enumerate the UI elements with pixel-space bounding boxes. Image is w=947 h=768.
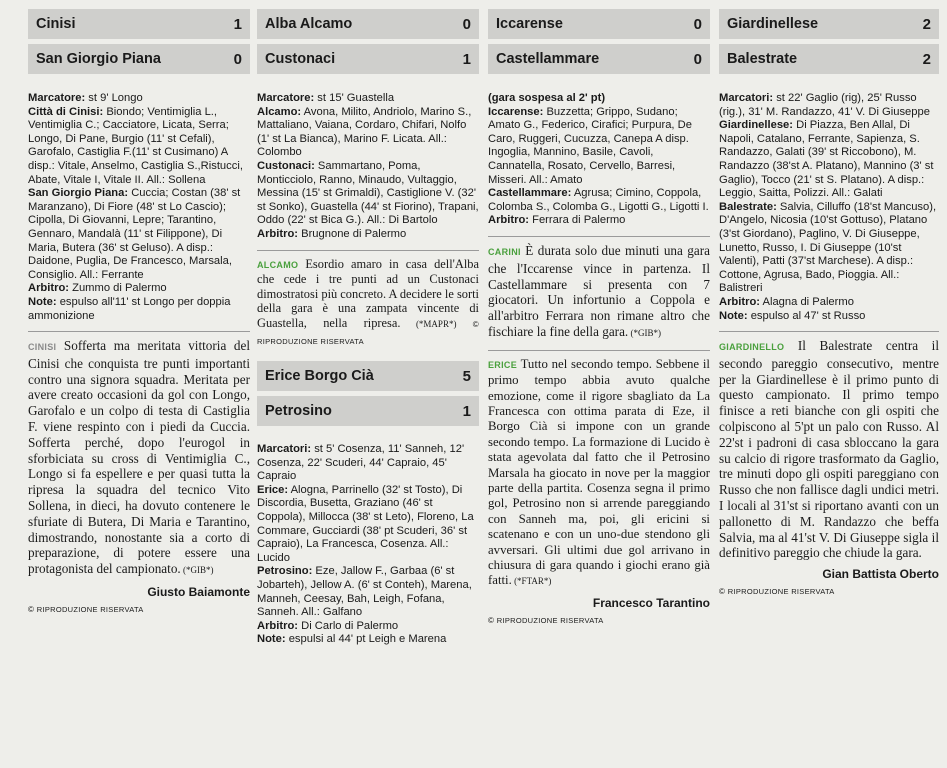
card-line: Note: espulsi al 44' pt Leigh e Marena bbox=[257, 633, 447, 646]
card-line: Alcamo: Avona, Milito, Andriolo, Marino S., Mattaliano, Vaiana, Cordaro, Chifari, Nolfo (1' st La Bianca), Marino F. Licata. All.: Colombo bbox=[257, 105, 472, 159]
team-row-home bbox=[719, 9, 939, 39]
card-line: Marcatore: st 9' Longo bbox=[28, 92, 143, 104]
kicker: CINISI bbox=[28, 342, 57, 353]
card-line: Custonaci: Sammartano, Poma, Monticciolo, Ranno, Minaudo, Vultaggio, Messina (15' st Grimaldi), Castiglione V. (32' st Sonko), Guastella (44' st Fiorino), Trapani, Oddo (22' st Bica G.). All.: Di Bartolo bbox=[257, 159, 479, 227]
card-line: Marcatori: st 5' Cosenza, 11' Sanneh, 12' Cosenza, 22' Scuderi, 44' Capraio, 45' Capraio bbox=[257, 443, 465, 483]
card-line: Petrosino: Eze, Jallow F., Garbaa (6' st Jobarteh), Jellow A. (6' st Conteh), Marena, Manneh, Ceesay, Bah, Leigh, Fofana, Sanneh. All.: Galfano bbox=[257, 565, 472, 619]
team-score: 2 bbox=[922, 50, 931, 68]
match-comment: GIARDINELLO Il Balestrate centra il secondo pareggio consecutivo, mentre per la Giardinellese è il primo punto di questo campionato. Il primo tempo finisce a reti bianche con gli ospiti che colpiscono al 5'pt un palo con Russo. Al 22'st i padroni di casa sbloccano la gara su calcio di rigore trasformato da Gaglio, tre minuti dopo gli ospiti pareggiano con Russo che non fallisce dagli undici metri. I locali al 31'st si riportano avanti con un pallonetto di M. Randazzo che beffa Salvia, ma al 41'st V. Di Giuseppe sigla il definitivo pareggio che chiude la gara. bbox=[719, 338, 939, 561]
match-comment: ERICE Tutto nel secondo tempo. Sebbene il primo tempo abbia avuto qualche emozione, come il rigore sbagliato da La Francesca con ottima parata di Eze, il Borgo Cià si impone con un grande secondo tempo. La formazione di Lucido è stata agevolata dal fatto che il Petrosino Marsala ha giocato in nove per la maggior parte della partita. Cosenza segna il primo gol, Petrosino non si arrende pareggiando con Sanneh ma, poi, gli ericini si scatenano e con un uno-due stendono gli avversari. Gli ultimi due gol arrivano in chiusura di gara quando i giochi erano già fatti. (*FTAR*) bbox=[488, 356, 710, 588]
card-line: Arbitro: Zummo di Palermo bbox=[28, 282, 167, 295]
card-line: Arbitro: Alagna di Palermo bbox=[719, 295, 854, 308]
match-comment: ALCAMO Esordio amaro in casa dell'Alba che cede i tre punti ad un Custonaci dimostratosi più concreto. A decidere le sorti della gara è una zampata vincente di Guastella, nella ripresa. (*MAPR*) © RIPRODUZIONE RISERVATA bbox=[257, 256, 479, 346]
match-note: (gara sospesa al 2' pt) bbox=[488, 92, 606, 104]
kicker: ALCAMO bbox=[257, 259, 299, 270]
card-line: Città di Cinisi: Biondo; Ventimiglia L., Ventimiglia C.; Cacciatore, Licata, Serra; Longo, Di Pane, Burgio (11' st Cefali), Garofalo, Castiglia F.(11' st Cusimano) A disp.: Vitale, Anselmo, Castiglia S.,Ristucci, Abate, Vitale I, Vitale II. All.: Sollena bbox=[28, 105, 243, 186]
team-name: Alba Alcamo bbox=[265, 16, 353, 32]
team-row-home bbox=[488, 9, 710, 39]
card-line: Balestrate: Salvia, Cilluffo (18'st Mancuso), D'Angelo, Nicosia (10'st Gottuso), Platano (3'st Giordano), Paglino, V. Di Giuseppe, Lunetto, Russo, I. Di Giuseppe (10'st Valenti), Patti (37'st Marchese). A disp.: Cottone, Agrusa, Bado, Pioggia. All.: Balistreri bbox=[719, 200, 937, 295]
team-row-away bbox=[488, 44, 710, 74]
team-name: Iccarense bbox=[496, 16, 563, 32]
team-score: 2 bbox=[922, 15, 931, 33]
match-card bbox=[28, 92, 250, 323]
team-row-home bbox=[257, 9, 479, 39]
match-column-alcamo bbox=[257, 0, 479, 768]
card-line: Iccarense: Buzzetta; Grippo, Sudano; Amato G., Federico, Cirafici; Purpura, De Caro, Ruggeri, Cucuzza, Canepa A disp. Ingoglia, Mannino, Basile, Cavoli, Cannatella, Rosato, Cervello, Barresi, Misseri. All.: Amato bbox=[488, 105, 692, 186]
team-score: 0 bbox=[693, 15, 702, 33]
team-name: Castellammare bbox=[496, 51, 600, 67]
team-score: 0 bbox=[233, 50, 242, 68]
author: Giusto Baiamonte bbox=[147, 585, 250, 600]
card-line: Arbitro: Brugnone di Palermo bbox=[257, 227, 407, 240]
team-name: San Giorgio Piana bbox=[36, 51, 161, 67]
card-line: Note: espulso all'11' st Longo per doppia ammonizione bbox=[28, 295, 231, 322]
team-score: 1 bbox=[233, 15, 242, 33]
author: Gian Battista Oberto bbox=[822, 567, 939, 582]
card-line: Note: espulso al 47' st Russo bbox=[719, 309, 866, 322]
team-name: Custonaci bbox=[265, 51, 336, 67]
team-name: Cinisi bbox=[36, 16, 76, 32]
match-comment: CARINI È durata solo due minuti una gara che l'Iccarense vince in partenza. Il Castellammare si presenta con 7 giocatori. Un infortunio a Coppola e all'arbitro Ferrara non rimane altro che fischiare la fine della gara. (*GIB*) bbox=[488, 242, 710, 339]
card-line: Erice: Alogna, Parrinello (32' st Tosto), Di Discordia, Busetta, Graziano (46' st Coppola), Millocca (38' st Leto), Floreno, La Commare, Gucciardi (38' pt Scuderi, 36' st Capraio), La Francesca, Cosenza. All.: Lucido bbox=[257, 483, 474, 564]
team-score: 5 bbox=[462, 367, 471, 385]
match-card bbox=[257, 92, 479, 242]
card-line: Marcatori: st 22' Gaglio (rig), 25' Russo (rig.), 31' M. Randazzo, 41' V. Di Giuseppe bbox=[719, 92, 930, 118]
team-row-home bbox=[28, 9, 250, 39]
match-column-iccarense bbox=[488, 0, 710, 768]
team-score: 0 bbox=[462, 15, 471, 33]
match-card bbox=[719, 92, 939, 323]
divider bbox=[488, 350, 710, 351]
divider bbox=[719, 331, 939, 332]
kicker: ERICE bbox=[488, 359, 518, 370]
card-line: Arbitro: Di Carlo di Palermo bbox=[257, 619, 399, 632]
author: Francesco Tarantino bbox=[592, 595, 710, 610]
divider bbox=[257, 250, 479, 251]
team-name: Balestrate bbox=[727, 51, 798, 67]
team-name: Giardinellese bbox=[727, 16, 819, 32]
match-card bbox=[488, 92, 710, 228]
copyright: © RIPRODUZIONE RISERVATA bbox=[488, 615, 604, 625]
team-name: Erice Borgo Cià bbox=[265, 368, 374, 385]
card-line: Marcatore: st 15' Guastella bbox=[257, 92, 395, 104]
team-row-away bbox=[719, 44, 939, 74]
card-line: Castellammare: Agrusa; Cimino, Coppola, Colomba S., Colomba G., Ligotti G., Ligotti I. bbox=[488, 187, 709, 213]
card-line: San Giorgio Piana: Cuccia; Costan (38' st Maranzano), Di Fiore (48' st Lo Cascio); Cipolla, Di Giovanni, Lepre; Tarantino, Gennaro, Mandalà (11' st Filippone), Di Maria, Butera (36' st Geluso). A disp.: Daidone, Puglia, De Francesco, Marsala, Consiglio. All.: Ferrante bbox=[28, 187, 241, 281]
match-card bbox=[257, 443, 479, 647]
team-score: 1 bbox=[462, 402, 471, 420]
team-name: Petrosino bbox=[265, 403, 332, 420]
match-column-cinisi bbox=[28, 0, 250, 768]
team-row-away bbox=[28, 44, 250, 74]
match-column-giardinellese bbox=[719, 0, 939, 768]
copyright: © RIPRODUZIONE RISERVATA bbox=[719, 587, 835, 597]
card-line: Giardinellese: Di Piazza, Ben Allal, Di Napoli, Catalano, Ferrante, Sapienza, S. Randazzo, Galati (39' st Riccobono), M. Randazzo (38'st A. Platano), Mannino (3' st Gaglio), Tocco (21' st S. Platano). A disp.: Leggio, Saitta, Polizzi. All.: Galati bbox=[719, 119, 934, 200]
kicker: CARINI bbox=[488, 246, 521, 257]
team-row-away bbox=[257, 44, 479, 74]
match-comment: CINISI Sofferta ma meritata vittoria del Cinisi che conquista tre punti importanti contro una signora squadra. Meritata per avere creato occasioni da gol con Longo, Garofalo e un colpo di testa di Castiglia F. viene respinto con i piedi da Cuccia. Sofferta perché, dopo l'eurogol in sforbiciata su cross di Ventimiglia C., Longo si fa espellere e per quasi tutta la ripresa la squadra del tecnico Vito Sollena, in dieci, ha dovuto contenere le sfuriate di Butera, Di Maria e Tarantino, dimostrando, nonostante sia a corto di preparazione, di potere essere una protagonista del campionato. (*GIB*) bbox=[28, 338, 250, 577]
team-score: 0 bbox=[693, 50, 702, 68]
team-row-away bbox=[257, 396, 479, 426]
kicker: GIARDINELLO bbox=[719, 342, 785, 353]
team-row-home bbox=[257, 361, 479, 391]
divider bbox=[488, 236, 710, 237]
team-score: 1 bbox=[462, 50, 471, 68]
divider bbox=[28, 331, 250, 332]
card-line: Arbitro: Ferrara di Palermo bbox=[488, 214, 626, 227]
copyright: © RIPRODUZIONE RISERVATA bbox=[28, 605, 144, 615]
